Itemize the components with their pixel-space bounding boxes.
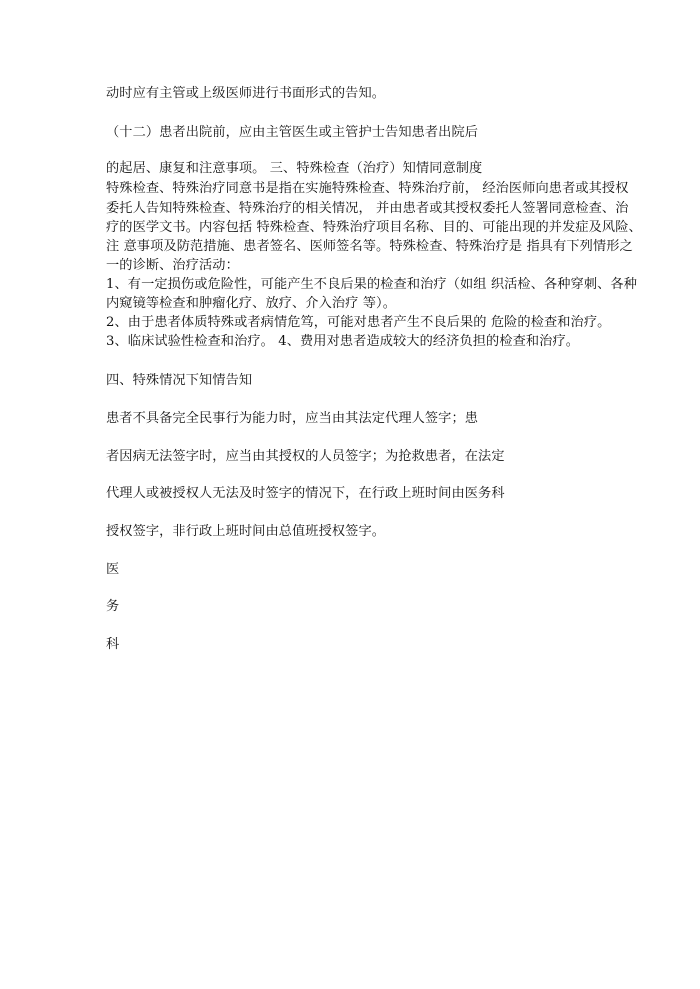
signature-char-1: 医 xyxy=(106,562,120,577)
section-heading: 四、特殊情况下知情告知 xyxy=(106,373,253,388)
text-line-9: 1、有一定损伤或危险性，可能产生不良后果的检查和治疗（如组 织活检、各种穿刺、各种 xyxy=(106,277,637,292)
signature-char-3: 科 xyxy=(106,637,120,652)
text-line-1: 动时应有主管或上级医师进行书面形式的告知。 xyxy=(106,86,386,101)
text-line-15: 者因病无法签字时，应当由其授权的人员签字；为抢救患者，在法定 xyxy=(106,449,505,464)
text-line-2: （十二）患者出院前，应由主管医生或主管护士告知患者出院后 xyxy=(106,125,479,140)
text-line-8: 一的诊断、治疗活动： xyxy=(106,258,239,273)
text-line-7: 注 意事项及防范措施、患者签名、医师签名等。特殊检查、特殊治疗是 指具有下列情形之 xyxy=(106,239,633,254)
text-line-17: 授权签字，非行政上班时间由总值班授权签字。 xyxy=(106,524,386,539)
text-line-5: 委托人告知特殊检查、特殊治疗的相关情况， 并由患者或其授权委托人签署同意检查、治 xyxy=(106,201,629,216)
signature-char-2: 务 xyxy=(106,599,120,614)
text-line-6: 疗的医学文书。内容包括 特殊检查、特殊治疗项目名称、目的、可能出现的并发症及风险、 xyxy=(106,220,642,235)
text-line-3: 的起居、康复和注意事项。 三、特殊检查（治疗）知情同意制度 xyxy=(106,161,483,176)
text-line-10: 内窥镜等检查和肿瘤化疗、放疗、介入治疗 等）。 xyxy=(106,296,397,311)
text-line-12: 3、临床试验性检查和治疗。 4、费用对患者造成较大的经济负担的检查和治疗。 xyxy=(106,334,580,349)
text-line-11: 2、由于患者体质特殊或者病情危笃，可能对患者产生不良后果的 危险的检查和治疗。 xyxy=(106,315,611,330)
text-line-16: 代理人或被授权人无法及时签字的情况下，在行政上班时间由医务科 xyxy=(106,486,505,501)
text-line-4: 特殊检查、特殊治疗同意书是指在实施特殊检查、特殊治疗前， 经治医师向患者或其授权 xyxy=(106,181,629,196)
text-line-14: 患者不具备完全民事行为能力时，应当由其法定代理人签字；患 xyxy=(106,411,479,426)
